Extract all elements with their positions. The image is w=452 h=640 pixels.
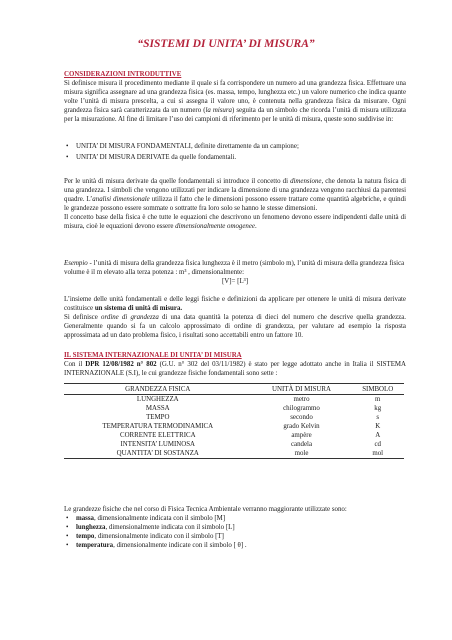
si-heading: IL SISTEMA INTERNAZIONALE DI UNITA’ DI MISURA [64,352,242,359]
table-row: TEMPO secondo s [146,414,380,421]
table-row: MASSA chilogrammo kg [145,405,382,412]
list-item: • temperatura, dimensionalmente indicate con il simbolo [ θ] . [64,541,406,550]
closing-section [64,505,406,550]
intro-paragraph-1: Si definisce misura il procedimento mediante il quale si fa corrispondere un numero ad una grandezza fisica. Effettuare una misura significa assegnare ad una grandezza fisica (es. massa, tempo, lunghezza etc.) un valore numerico che indica quante volte l’unità di misura prescelta, a cui si assegna il valore uno, è contenuta nella grandezza fisica da misurare. Ogni grandezza fisica sarà caratterizzata da un numero (la misura) seguita da un simbolo che ricorda l’unità di misura utilizzata per la misurazione. Al fine di limitare l’uso dei campioni di riferimento per le unità di misura, queste sono suddivise in: [64,80,406,123]
table-row: CORRENTE ELETTRICA ampère A [119,432,381,439]
table-header-row [64,384,404,395]
document-title: “SISTEMI DI UNITA’ DI MISURA” [137,38,315,50]
si-section [64,351,406,378]
table-row: QUANTITA’ DI SOSTANZA mole mol [64,449,404,459]
column-header: SIMBOLO [351,384,404,395]
list-item: • UNITA’ DI MISURA FONDAMENTALI, definite direttamente da un campione; [64,142,406,151]
column-header: UNITÀ DI MISURA [252,384,352,395]
dimension-paragraph: Per le unità di misura derivate da quelle fondamentali si introduce il concetto di dimensione, che denota la natura fisica di una grandezza. I simboli che vengono utilizzati per indicare la dimensione di una grandezza vengono racchiusi da parentesi quadre. L’analisi dimensionale utilizza il fatto che le dimensioni possono essere trattare come quantità algebriche, e quindi le grandezze possono essere sommate o sottratte fra loro solo se hanno le stesse dimensioni. Il concetto base della fisica è che tutte le equazioni che descrivono un fenomeno devono essere indipendenti dalle unità di misura, cioè le equazioni devono essere dimensionalmente omogenee. [64,178,406,230]
si-paragraph: Con il DPR 12/08/1982 n° 802 (G.U. n° 302 del 03/11/1982) è stato per legge adottato anche in Italia il SISTEMA INTERNAZIONALE (S.I), le cui grandezze fisiche fondamentali sono sette : [64,361,407,377]
example-block: Esempio - l’unità di misura della grandezza fisica lunghezza è il metro (simbolo m), l’unità di misura della grandezza fisica volume è il m elevato alla terza potenza : m³ , dimensionalmente: [V]= [L³] [64,260,405,285]
intro-heading: CONSIDERAZIONI INTRODUTTIVE [64,71,182,78]
quantities-list [64,514,406,550]
list-item: • tempo, dimensionalmente indicato con il simbolo [T] [64,532,406,541]
list-item: • UNITA’ DI MISURA DERIVATE da quelle fondamentali. [64,153,406,162]
homogeneity-paragraph: Il concetto base della fisica è che tutte le equazioni che descrivono un fenomeno devono essere indipendenti dalle unità di misura, cioè le equazioni devono essere dimensionalmente omogenee. [64,214,406,230]
table-row: TEMPERATURA TERMODINAMICA grado Kelvin K [102,423,381,430]
table-row: INTENSITA’ LUMINOSA candela cd [120,441,381,448]
example-label: Esempio [64,260,88,267]
list-item: • massa, dimensionalmente indicata con il simbolo [M] [64,514,406,523]
intro-section [64,70,406,124]
closing-paragraph: Le grandezze fisiche che nel corso di Fisica Tecnica Ambientale verranno maggiorante utilizzate sono: [64,506,347,513]
list-item: • lunghezza, dimensionalmente indicata con il simbolo [L] [64,523,406,532]
unit-types-list [64,142,406,162]
system-paragraph: L’insieme delle unità fondamentali e delle leggi fisiche e definizioni da applicare per ottenere le unità di misura derivate costituisce un sistema di unità di misura. Si definisce ordine di grandezza di una data quantità la potenza di dieci del numero che descrive quella grandezza. Generalmente quando si fa un calcolo approssimato di ordine di grandezza, per valutare ad esempio la risposta approssimata ad un dato problema fisico, i risultati sono accettabili entro un fattore 10. [64,296,406,339]
si-units-table [64,383,404,459]
table-row: LUNGHEZZA metro m [136,396,381,403]
order-of-magnitude-paragraph: Si definisce ordine di grandezza di una data quantità la potenza di dieci del numero che descrive quella grandezza. Generalmente quando si fa un calcolo approssimato di ordine di grandezza, per valutare ad esempio la risposta approssimata ad un dato problema fisico, i risultati sono accettabili entro un fattore 10. [64,314,406,339]
column-header: GRANDEZZA FISICA [64,384,252,395]
example-formula: [V]= [L³] [221,278,249,285]
